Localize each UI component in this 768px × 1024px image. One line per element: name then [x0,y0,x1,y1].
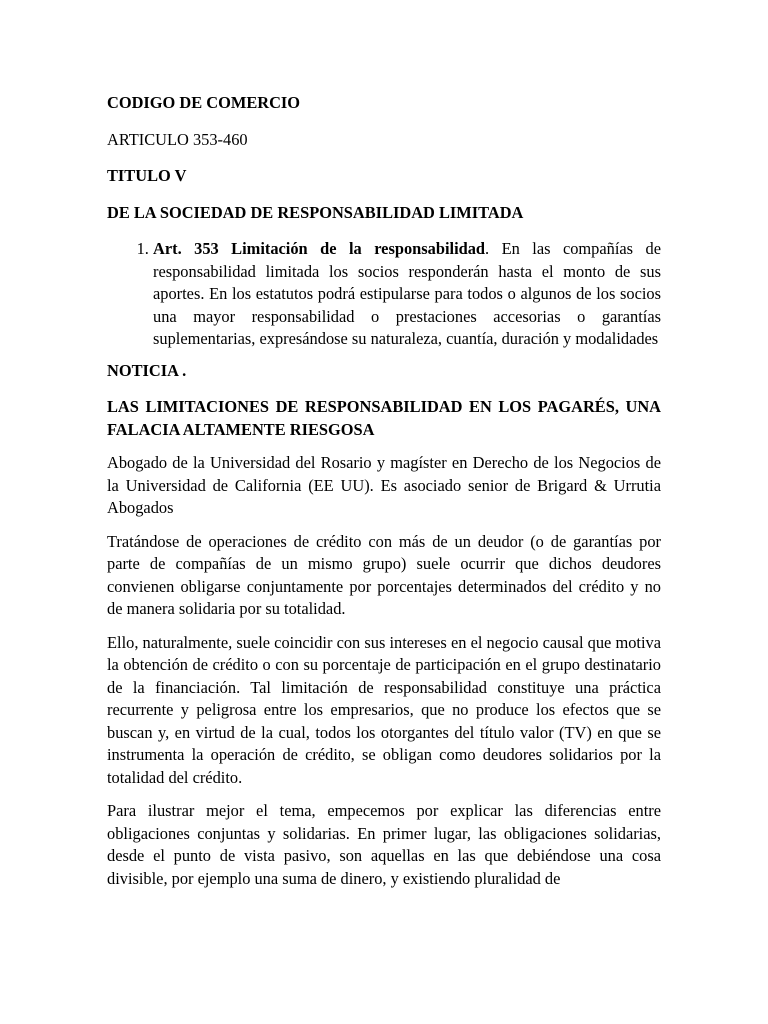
article-353-label: Art. 353 Limitación de la responsabilidad [153,239,486,258]
body-paragraph-2: Ello, naturalmente, suele coincidir con sus intereses en el negocio causal que motiva la obtención de crédito o con su porcentaje de participación en el grupo destinatario de la financiación. Tal limitación de responsabilidad constituye una práctica recurrente y peligrosa entre los empresarios, que no produce los efectos que se buscan y, en virtud de la cual, todos los otorgantes del título valor (TV) en que se instrumenta la operación de crédito, se obligan como deudores solidarios por la totalidad del crédito. [107,632,661,787]
body-paragraph-1: Tratándose de operaciones de crédito con más de un deudor (o de garantías por parte de compañías de un mismo grupo) suele ocurrir que dichos deudores convienen obligarse conjuntamente por porcentajes determinados del crédito y no de manera solidaria por su totalidad. [107,531,661,618]
articles-range: ARTICULO 353-460 [107,129,248,149]
article-list [107,238,661,351]
article-353-text: . En las compañías de responsabilidad limitada los socios responderán hasta el monto de sus aportes. En los estatutos podrá estipularse para todos o algunos de los socios una mayor responsabilidad o prestaciones accesorias o garantías suplementarias, expresándose su naturaleza, cuantía, duración y modalidades [153,239,661,348]
titulo-label: TITULO V [107,166,187,185]
document-page [107,92,661,901]
body-paragraph-3: Para ilustrar mejor el tema, empecemos por explicar las diferencias entre obligaciones conjuntas y solidarias. En primer lugar, las obligaciones solidarias, desde el punto de vista pasivo, son aquellas en las que debiéndose una cosa divisible, por ejemplo una suma de dinero, y existiendo pluralidad de [107,801,661,888]
notice-heading: LAS LIMITACIONES DE RESPONSABILIDAD EN LOS PAGARÉS, UNA FALACIA ALTAMENTE RIESGOSA [107,397,661,439]
author-paragraph: Abogado de la Universidad del Rosario y magíster en Derecho de los Negocios de la Universidad de California (EE UU). Es asociado senior de Brigard & Urrutia Abogados [107,453,661,517]
document-title: CODIGO DE COMERCIO [107,93,301,112]
article-353-item [153,238,661,351]
notice-label: NOTICIA . [107,360,187,380]
section-heading: DE LA SOCIEDAD DE RESPONSABILIDAD LIMITADA [107,202,524,222]
